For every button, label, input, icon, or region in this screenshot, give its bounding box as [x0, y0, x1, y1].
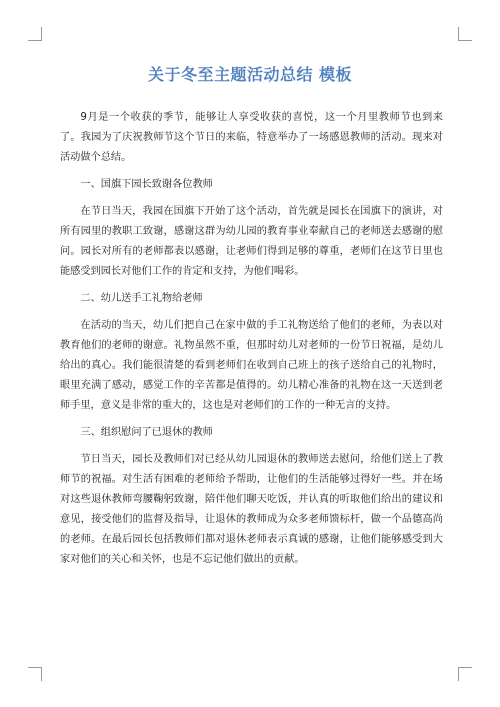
crop-mark: [28, 40, 42, 41]
body-paragraph: 在活动的当天，幼儿们把自己在家中做的手工礼物送给了他们的老师，为表以对教育他们的老师的谢意。礼物虽然不重，但那时幼儿对老师的一份节日祝福，是幼儿给出的真心。我们能很清楚的看到老师们在收到自己班上的孩子送给自己的礼物时，眼里充满了感动，感觉工作的辛苦都是值得的。幼儿精心准备的礼物在这一天送到老师手里，意义是非常的重大的，这也是对老师们的工作的一种无言的支持。: [60, 320, 443, 411]
document-title: 关于冬至主题活动总结 模板: [147, 65, 353, 84]
crop-mark: [28, 667, 42, 668]
crop-mark: [458, 667, 472, 668]
body-paragraph: 节日当天，园长及教师们对已经从幼儿园退休的教师送去慰问，给他们送上了教师节的祝福。对生活有困难的老师给予帮助，让他们的生活能够过得好一些。并在场对这些退休教师弯腰鞠躬致谢，陪伴他们聊天吃饭，并认真的听取他们给出的建议和意见，接受他们的监督及指导，让退休的教师成为众多老师馈标杆，做一个品德高尚的老师。在最后园长包括教师们都对退休老师表示真诚的感谢，让他们能够感受到大家对他们的关心和关怀，也是不忘记他们做出的贡献。: [60, 454, 443, 565]
section-heading: 二、幼儿送手工礼物给老师: [80, 293, 203, 304]
crop-mark: [41, 667, 42, 681]
crop-mark: [458, 667, 459, 681]
intro-paragraph: 9月是一个收获的季节，能够让人享受收获的喜悦，这一个月里教师节也到来了。我园为了庆祝教师节这个节日的来临，特意举办了一场感恩教师的活动。现来对活动做个总结。: [60, 112, 443, 163]
crop-mark: [41, 27, 42, 41]
document-body: [60, 108, 443, 577]
section-heading: 三、组织慰问了已退休的教师: [80, 427, 213, 438]
crop-mark: [458, 40, 472, 41]
body-paragraph: 在节日当天，我园在国旗下开始了这个活动，首先就是园长在国旗下的演讲，对所有园里的教职工致谢，感谢这群为幼儿园的教育事业奉献自己的老师送去感谢的慰问。园长对所有的老师都表以感谢，让老师们得到足够的尊重，老师们在这节日里也能感受到园长对他们工作的肯定和支持，为他们喝彩。: [60, 206, 443, 277]
section-heading: 一、国旗下园长致谢各位教师: [80, 179, 213, 190]
crop-mark: [458, 27, 459, 41]
